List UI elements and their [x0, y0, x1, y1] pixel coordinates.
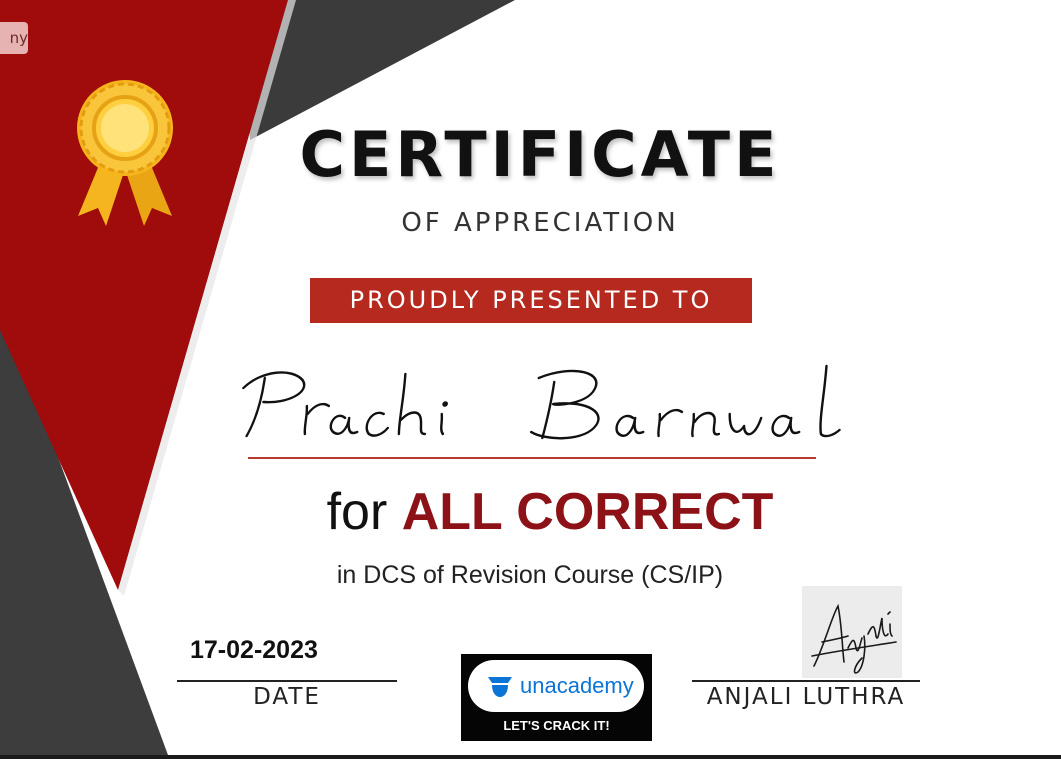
signature-scribble: [802, 586, 902, 678]
brand-name: unacademy: [520, 673, 634, 698]
recipient-name-text: Prachi Barnwal: [556, 452, 564, 453]
unacademy-logo: [461, 654, 652, 741]
for-prefix: for: [326, 483, 388, 541]
corner-tag: ny: [0, 22, 28, 54]
date-value: 17-02-2023: [190, 636, 318, 664]
signatory-name: ANJALI LUTHRA: [706, 684, 906, 710]
achievement-line: [220, 482, 880, 542]
brand-slogan: LET'S CRACK IT!: [503, 718, 610, 733]
unacademy-mark-icon: [486, 675, 514, 699]
certificate-subtitle: OF APPRECIATION: [401, 208, 679, 238]
signature-image: [802, 586, 902, 678]
recipient-name-script: [225, 348, 895, 456]
logo-pill: [468, 660, 644, 712]
date-label: DATE: [253, 684, 321, 710]
date-line: [177, 680, 397, 682]
award-rosette-icon: [68, 76, 183, 228]
signature-line: [692, 680, 920, 682]
achievement-text: ALL CORRECT: [401, 483, 774, 541]
presented-banner: PROUDLY PRESENTED TO: [310, 278, 752, 323]
certificate-title: CERTIFICATE: [299, 118, 781, 191]
course-description: in DCS of Revision Course (CS/IP): [336, 561, 724, 589]
name-underline: [248, 457, 816, 459]
